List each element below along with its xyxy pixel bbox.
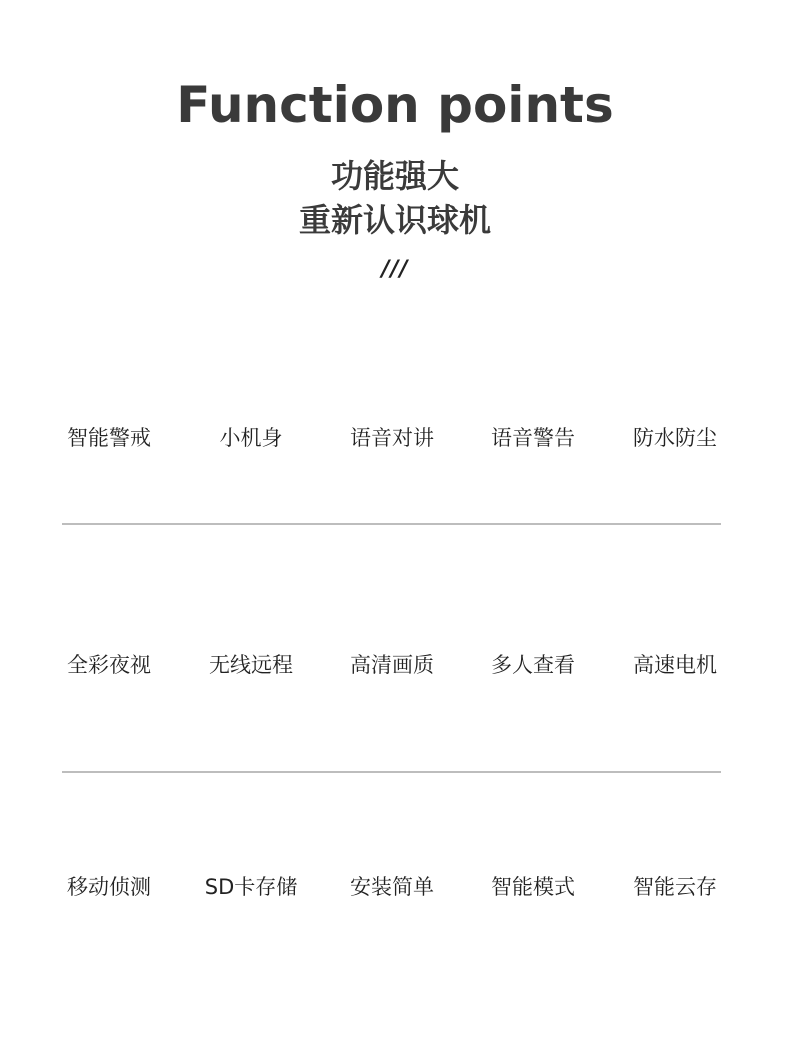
row-divider (62, 523, 721, 525)
feature-item: 智能模式 (491, 875, 575, 899)
feature-item: SD卡存储 (204, 875, 298, 899)
feature-item: 高清画质 (350, 653, 434, 677)
feature-item: 多人查看 (491, 653, 575, 677)
feature-item: 全彩夜视 (67, 653, 151, 677)
page-title: Function points (176, 76, 614, 134)
feature-item: 智能警戒 (67, 426, 151, 450)
feature-item: 安装简单 (350, 875, 434, 899)
feature-row-3 (38, 867, 750, 907)
feature-item: 语音对讲 (350, 426, 434, 450)
feature-item: 高速电机 (633, 653, 717, 677)
slash-decoration: /// (381, 257, 409, 282)
feature-item: 小机身 (219, 426, 283, 450)
feature-row-2 (38, 645, 750, 685)
feature-item: 移动侦测 (67, 875, 151, 899)
feature-item: 智能云存 (633, 875, 717, 899)
feature-item: 无线远程 (209, 653, 293, 677)
subtitle-line-2: 重新认识球机 (298, 201, 491, 239)
feature-item: 防水防尘 (633, 426, 717, 450)
row-divider (62, 771, 721, 773)
feature-row-1 (38, 418, 750, 458)
feature-item: 语音警告 (491, 426, 575, 450)
subtitle-line-1: 功能强大 (330, 157, 459, 195)
